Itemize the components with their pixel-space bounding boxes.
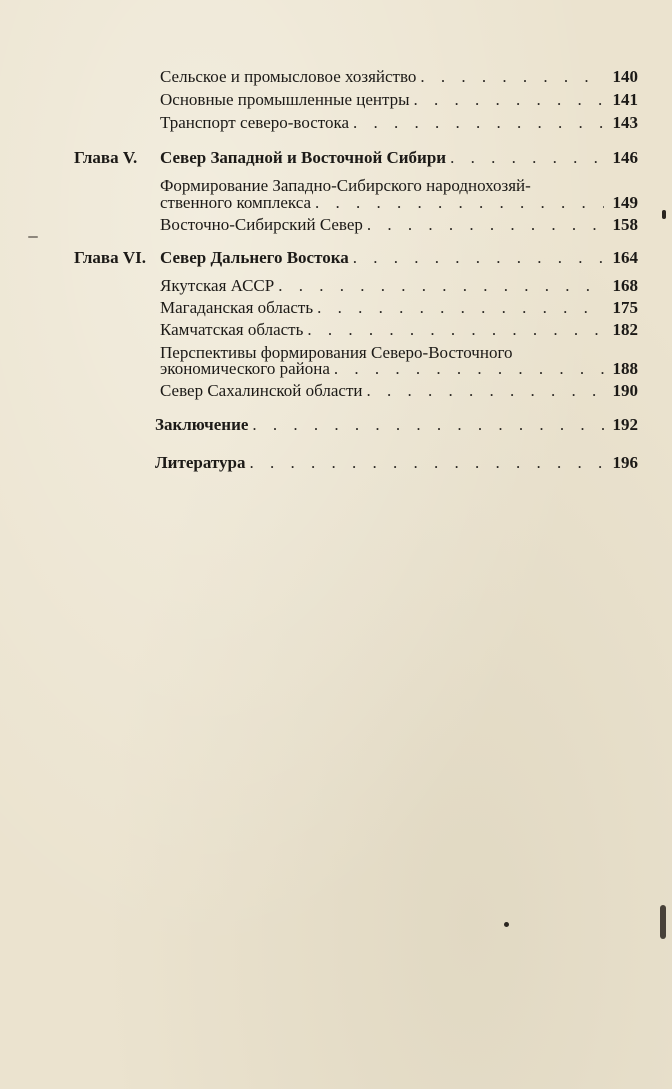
toc-entry	[155, 415, 638, 435]
toc-entry-title: Север Сахалинской области	[160, 381, 363, 400]
dot-leader	[334, 359, 604, 379]
toc-entry-title: Заключение	[155, 415, 249, 434]
toc-entry-title: Север Западной и Восточной Сибири	[160, 148, 447, 167]
dot-leader	[450, 148, 604, 168]
dot-leader	[252, 415, 604, 435]
toc-entry-page: 141	[612, 90, 638, 109]
toc-entry	[160, 276, 638, 296]
dot-leader	[353, 113, 604, 133]
toc-entry	[160, 359, 638, 379]
toc-entry-title: Восточно-Сибирский Север	[160, 215, 363, 234]
toc-entry	[160, 381, 638, 401]
chapter-label: Глава VI.	[74, 248, 147, 267]
toc-entry-title: Якутская АССР	[160, 276, 275, 295]
toc-entry-title: Сельское и промысловое хозяйство	[160, 67, 417, 86]
toc-entry-title-line1: Формирование Западно-Сибирского народнохозяй-	[160, 176, 531, 195]
toc-entry-page: 182	[612, 320, 638, 339]
toc-entry-title: Север Дальнего Востока	[160, 248, 349, 267]
toc-entry	[160, 90, 638, 110]
toc-entry	[160, 193, 638, 213]
paper-speck	[660, 905, 666, 939]
dot-leader	[420, 67, 604, 87]
toc-entry-page: 192	[612, 415, 638, 434]
toc-entry-title: экономического района	[160, 359, 330, 378]
toc-entry	[160, 298, 638, 318]
toc-chapter-entry	[160, 248, 638, 268]
toc-entry-page: 149	[612, 193, 638, 212]
toc-entry-page: 143	[612, 113, 638, 132]
toc-entry-title: Литература	[155, 453, 246, 472]
toc-entry	[160, 215, 638, 235]
toc-entry	[160, 320, 638, 340]
toc-entry	[160, 67, 638, 87]
toc-entry-page: 164	[612, 248, 638, 267]
toc-entry	[160, 113, 638, 133]
toc-entry-page: 146	[612, 148, 638, 167]
toc-entry-page: 188	[612, 359, 638, 378]
toc-entry-title-line1: Перспективы формирования Северо-Восточного	[160, 343, 513, 362]
dot-leader	[317, 298, 604, 318]
toc-chapter-entry	[160, 148, 638, 168]
toc-entry-title: ственного комплекса	[160, 193, 312, 212]
toc-entry-page: 158	[612, 215, 638, 234]
toc-entry-page: 190	[612, 381, 638, 400]
toc-entry-page: 168	[612, 276, 638, 295]
dot-leader	[278, 276, 604, 296]
toc-entry-page: 175	[612, 298, 638, 317]
dot-leader	[249, 453, 604, 473]
dot-leader	[366, 381, 604, 401]
toc-entry-page: 196	[612, 453, 638, 472]
dot-leader	[307, 320, 604, 340]
toc-entry-title: Транспорт северо-востока	[160, 113, 350, 132]
toc-entry-page: 140	[612, 67, 638, 86]
dot-leader	[315, 193, 604, 213]
dot-leader	[367, 215, 604, 235]
toc-entry-title: Камчатская область	[160, 320, 304, 339]
paper-speck	[504, 922, 509, 927]
paper-speck	[662, 210, 666, 219]
chapter-label: Глава V.	[74, 148, 138, 167]
toc-entry	[155, 453, 638, 473]
dot-leader	[414, 90, 604, 110]
toc-entry-title: Магаданская область	[160, 298, 314, 317]
dot-leader	[353, 248, 604, 268]
paper-speck	[28, 236, 38, 238]
toc-entry-title: Основные промышленные центры	[160, 90, 410, 109]
